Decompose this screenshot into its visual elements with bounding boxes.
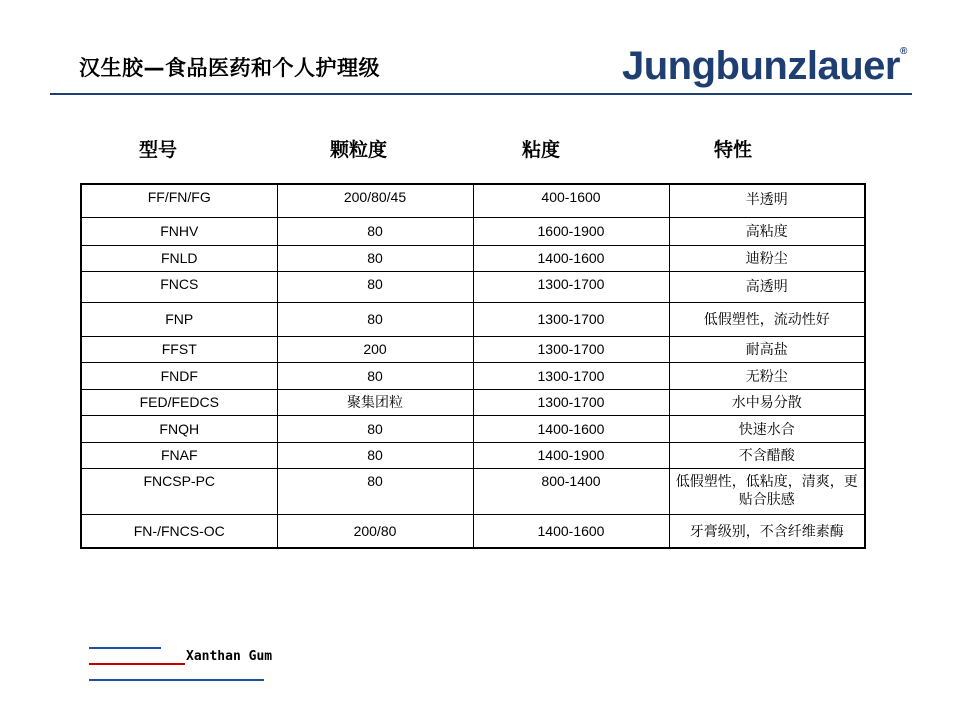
spec-table [80, 183, 866, 549]
cell-feature: 低假塑性，低粘度，清爽，更贴合肤感 [669, 468, 865, 514]
cell-particle: 80 [277, 442, 473, 468]
table-row [81, 389, 865, 415]
cell-viscosity: 1300-1700 [473, 302, 669, 336]
cell-viscosity: 1600-1900 [473, 217, 669, 245]
table-row [81, 271, 865, 302]
cell-model: FNDF [81, 362, 277, 389]
cell-particle: 80 [277, 245, 473, 271]
cell-model: FN-/FNCS-OC [81, 514, 277, 548]
cell-particle: 聚集团粒 [277, 389, 473, 415]
footer-label: Xanthan Gum [186, 649, 273, 664]
logo-text: Jungbunzlauer [622, 44, 900, 88]
cell-viscosity: 1300-1700 [473, 362, 669, 389]
footer-line-red [89, 663, 185, 665]
cell-model: FNCSP-PC [81, 468, 277, 514]
table-row [81, 245, 865, 271]
table-row [81, 184, 865, 217]
brand-logo [622, 40, 907, 92]
cell-viscosity: 800-1400 [473, 468, 669, 514]
table-row [81, 217, 865, 245]
cell-feature: 不含醋酸 [669, 442, 865, 468]
cell-model: FNLD [81, 245, 277, 271]
cell-feature: 半透明 [669, 184, 865, 217]
footer-line-blue-bottom [89, 679, 264, 681]
cell-viscosity: 1400-1600 [473, 245, 669, 271]
cell-model: FNQH [81, 415, 277, 442]
cell-particle: 80 [277, 415, 473, 442]
cell-feature: 水中易分散 [669, 389, 865, 415]
cell-viscosity: 1400-1900 [473, 442, 669, 468]
cell-particle: 80 [277, 217, 473, 245]
cell-viscosity: 1400-1600 [473, 415, 669, 442]
cell-model: FNCS [81, 271, 277, 302]
cell-viscosity: 400-1600 [473, 184, 669, 217]
cell-model: FNAF [81, 442, 277, 468]
cell-model: FNHV [81, 217, 277, 245]
column-header-feature: 特性 [714, 139, 753, 161]
cell-feature: 耐高盐 [669, 336, 865, 362]
table-row [81, 442, 865, 468]
table-row [81, 514, 865, 548]
cell-feature: 高透明 [669, 271, 865, 302]
cell-viscosity: 1400-1600 [473, 514, 669, 548]
column-header-viscosity: 粘度 [522, 139, 561, 161]
cell-particle: 200/80 [277, 514, 473, 548]
table-row [81, 415, 865, 442]
cell-feature: 低假塑性，流动性好 [669, 302, 865, 336]
cell-feature: 无粉尘 [669, 362, 865, 389]
table-row [81, 468, 865, 514]
table-row [81, 336, 865, 362]
column-header-model: 型号 [139, 139, 178, 161]
cell-feature: 迪粉尘 [669, 245, 865, 271]
cell-viscosity: 1300-1700 [473, 271, 669, 302]
cell-model: FFST [81, 336, 277, 362]
cell-viscosity: 1300-1700 [473, 336, 669, 362]
cell-particle: 200 [277, 336, 473, 362]
header-divider [50, 93, 912, 95]
footer-line-blue-top [89, 647, 161, 649]
cell-model: FF/FN/FG [81, 184, 277, 217]
table-row [81, 302, 865, 336]
cell-model: FNP [81, 302, 277, 336]
cell-model: FED/FEDCS [81, 389, 277, 415]
cell-particle: 80 [277, 302, 473, 336]
page-title: 汉生胶—食品医药和个人护理级 [79, 56, 380, 80]
cell-viscosity: 1300-1700 [473, 389, 669, 415]
cell-feature: 牙膏级别，不含纤维素酶 [669, 514, 865, 548]
registered-mark: ® [899, 46, 907, 57]
cell-feature: 高粘度 [669, 217, 865, 245]
table-row [81, 362, 865, 389]
cell-particle: 80 [277, 271, 473, 302]
cell-particle: 200/80/45 [277, 184, 473, 217]
cell-particle: 80 [277, 362, 473, 389]
cell-feature: 快速水合 [669, 415, 865, 442]
cell-particle: 80 [277, 468, 473, 514]
column-header-particle: 颗粒度 [330, 139, 388, 161]
